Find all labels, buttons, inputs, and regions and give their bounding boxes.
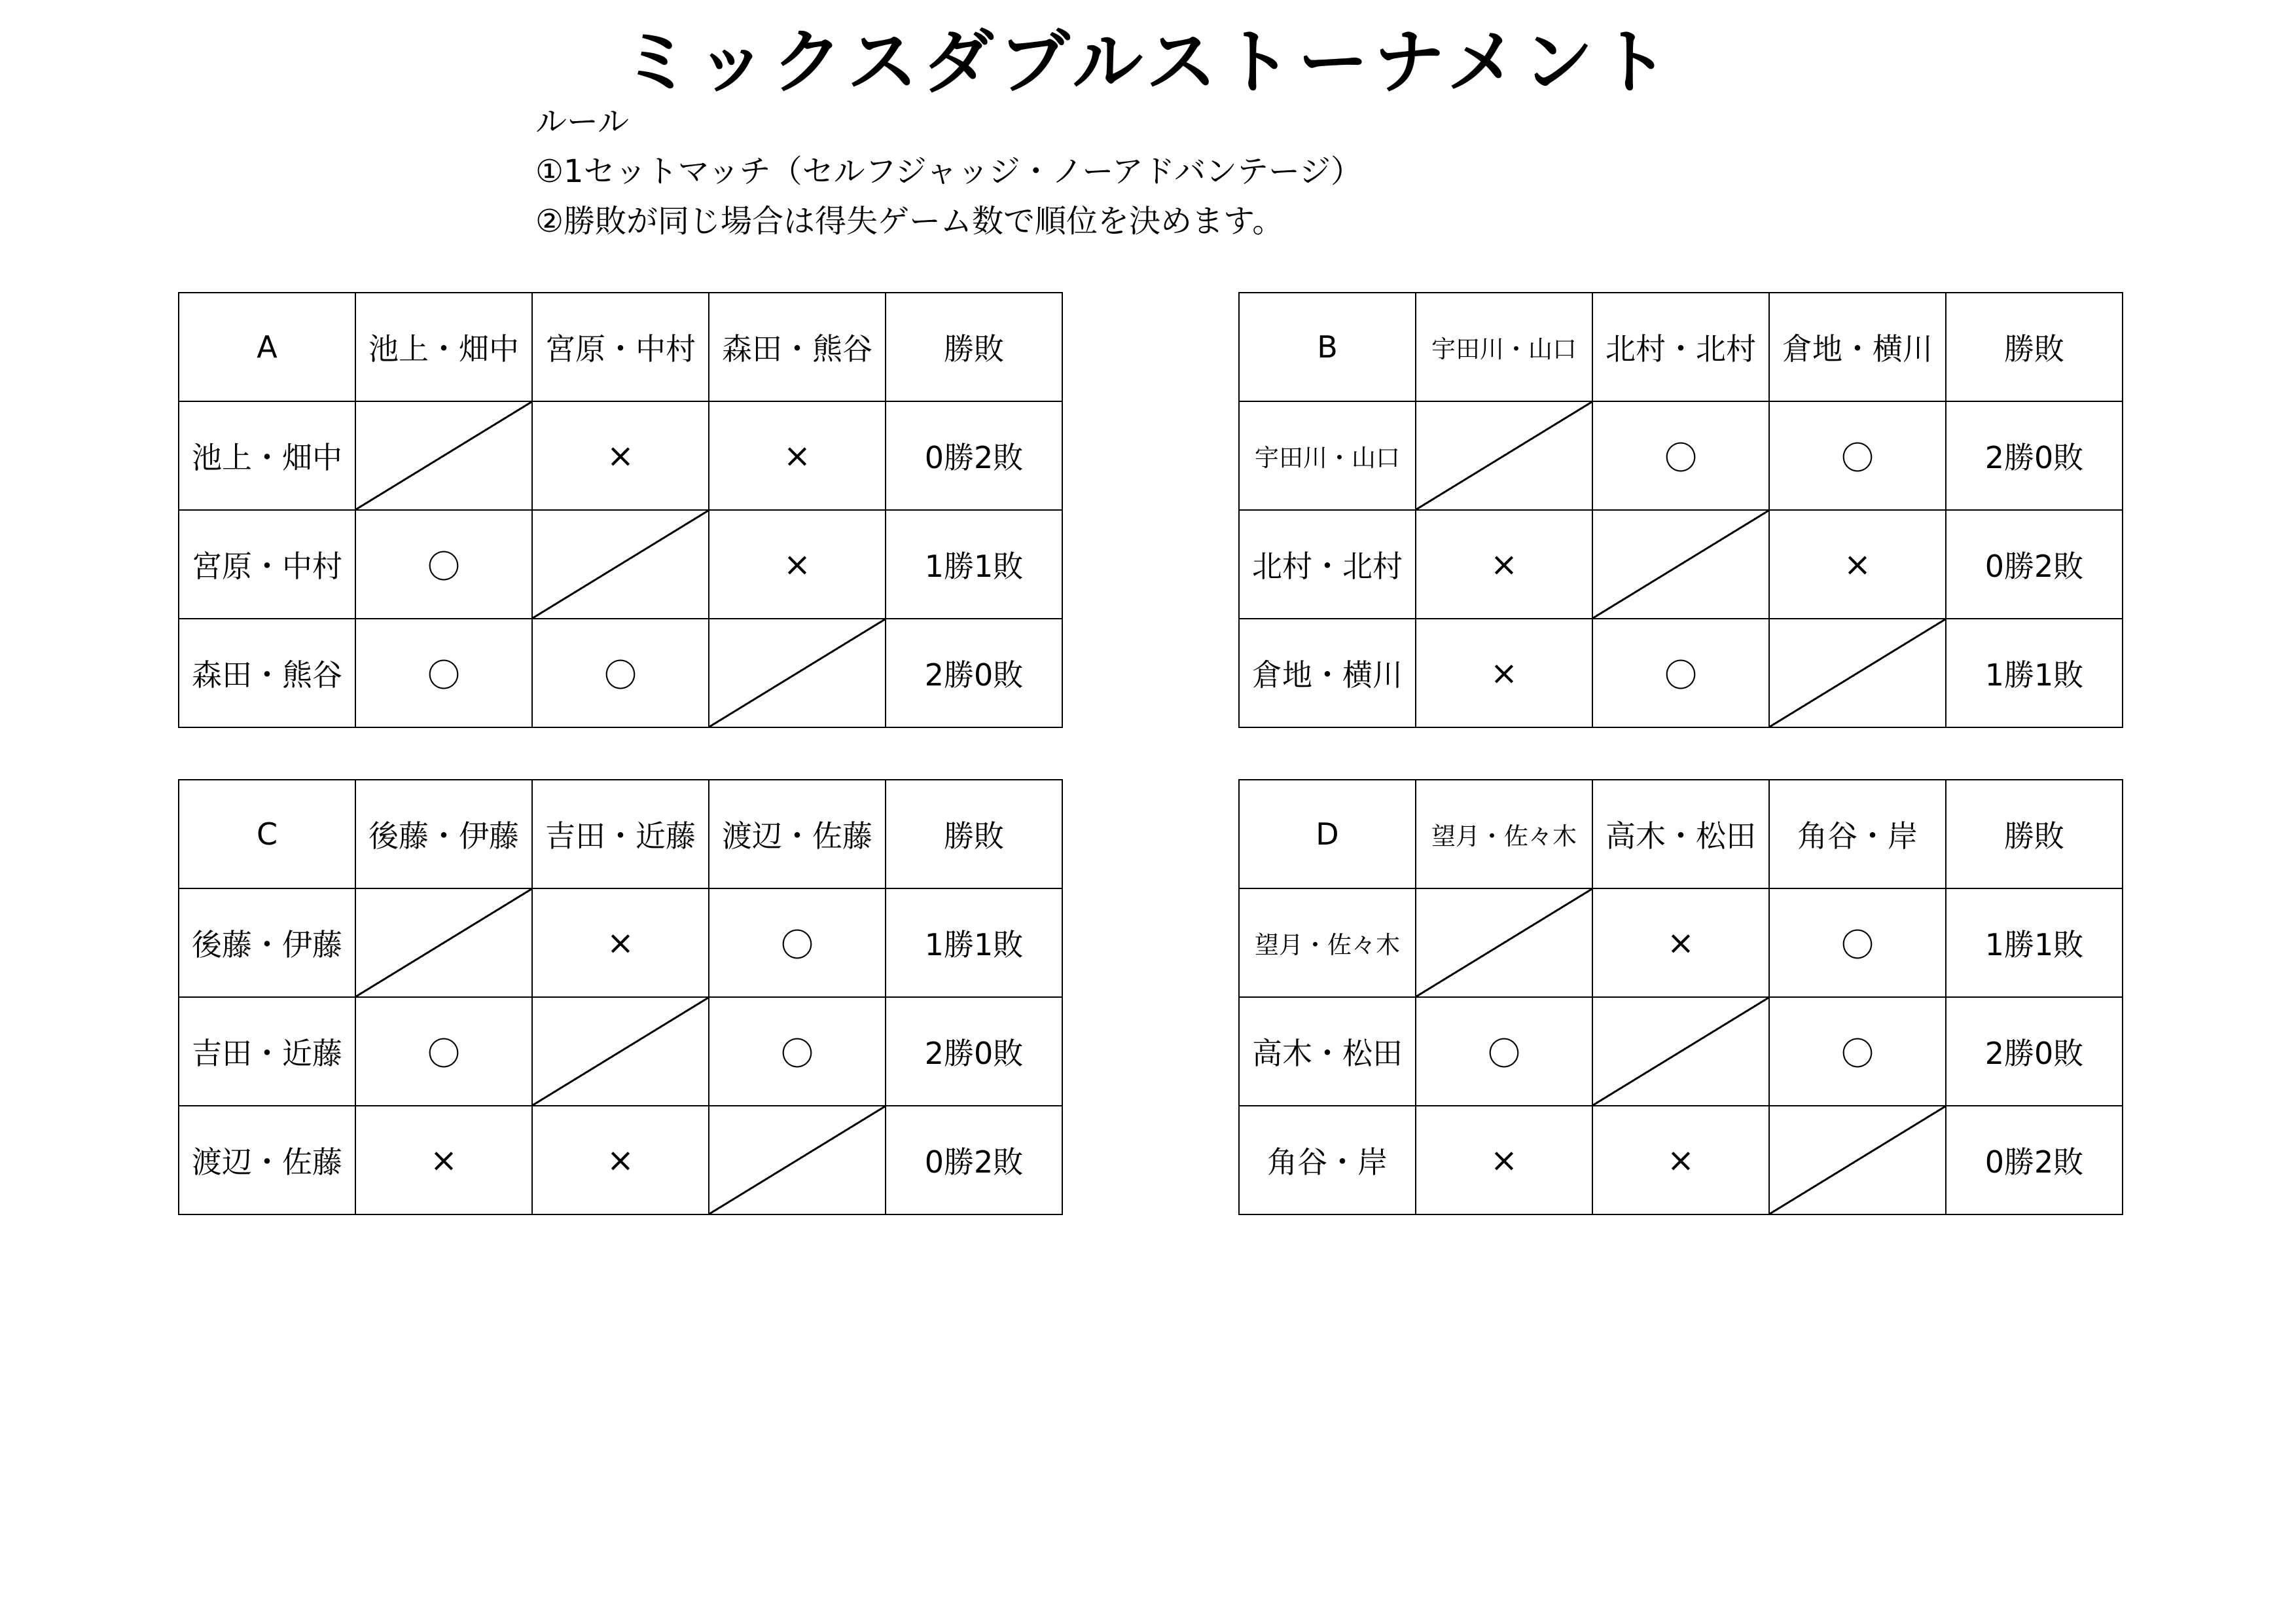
result-cell: × <box>532 888 709 997</box>
result-cell: × <box>709 401 886 510</box>
diagonal-cell <box>1416 401 1592 510</box>
record-cell: 1勝1敗 <box>1946 888 2123 997</box>
result-cell: × <box>1592 1106 1769 1214</box>
record-cell: 2勝0敗 <box>1946 997 2123 1106</box>
table-row <box>179 888 1062 997</box>
result-cell: 〇 <box>532 619 709 727</box>
header-row <box>179 293 1062 401</box>
result-cell: × <box>355 1106 532 1214</box>
table-row <box>1239 401 2123 510</box>
diagonal-cell <box>1416 888 1592 997</box>
table-row <box>1239 997 2123 1106</box>
header-row <box>179 780 1062 888</box>
group-label: C <box>179 780 355 888</box>
result-cell: 〇 <box>1769 997 1946 1106</box>
row-team-3: 倉地・横川 <box>1239 619 1416 727</box>
result-cell: × <box>1416 510 1592 619</box>
record-cell: 1勝1敗 <box>886 510 1062 619</box>
diagonal-cell <box>532 510 709 619</box>
column-team-2: 吉田・近藤 <box>532 780 709 888</box>
diagonal-cell <box>709 1106 886 1214</box>
column-team-3: 角谷・岸 <box>1769 780 1946 888</box>
table-row <box>1239 888 2123 997</box>
column-record-header: 勝敗 <box>886 293 1062 401</box>
page-title: ミックスダブルストーナメント <box>621 22 1675 103</box>
column-record-header: 勝敗 <box>1946 293 2123 401</box>
diagonal-cell <box>1592 997 1769 1106</box>
table-row <box>179 997 1062 1106</box>
record-cell: 2勝0敗 <box>886 997 1062 1106</box>
row-team-1: 池上・畑中 <box>179 401 355 510</box>
column-team-2: 北村・北村 <box>1592 293 1769 401</box>
result-cell: × <box>532 1106 709 1214</box>
column-team-2: 宮原・中村 <box>532 293 709 401</box>
league-table-c <box>178 779 1063 1215</box>
diagonal-cell <box>709 619 886 727</box>
record-cell: 2勝0敗 <box>886 619 1062 727</box>
record-cell: 0勝2敗 <box>886 1106 1062 1214</box>
record-cell: 0勝2敗 <box>1946 510 2123 619</box>
record-cell: 0勝2敗 <box>1946 1106 2123 1214</box>
table-row <box>179 401 1062 510</box>
row-team-3: 角谷・岸 <box>1239 1106 1416 1214</box>
diagonal-cell <box>1592 510 1769 619</box>
result-cell: × <box>532 401 709 510</box>
league-table-d <box>1238 779 2123 1215</box>
result-cell: 〇 <box>355 619 532 727</box>
result-cell: × <box>1592 888 1769 997</box>
row-team-1: 後藤・伊藤 <box>179 888 355 997</box>
rule-item-2: ②勝敗が同じ場合は得失ゲーム数で順位を決めます。 <box>535 203 1284 240</box>
record-cell: 2勝0敗 <box>1946 401 2123 510</box>
record-cell: 1勝1敗 <box>886 888 1062 997</box>
column-team-3: 森田・熊谷 <box>709 293 886 401</box>
diagonal-cell <box>1769 1106 1946 1214</box>
row-team-3: 渡辺・佐藤 <box>179 1106 355 1214</box>
result-cell: × <box>1769 510 1946 619</box>
row-team-3: 森田・熊谷 <box>179 619 355 727</box>
result-cell: × <box>1416 1106 1592 1214</box>
result-cell: 〇 <box>1769 401 1946 510</box>
rule-item-1: ①1セットマッチ（セルフジャッジ・ノーアドバンテージ） <box>535 153 1363 190</box>
column-team-1: 後藤・伊藤 <box>355 780 532 888</box>
row-team-2: 高木・松田 <box>1239 997 1416 1106</box>
column-team-3: 倉地・横川 <box>1769 293 1946 401</box>
row-team-2: 吉田・近藤 <box>179 997 355 1106</box>
result-cell: 〇 <box>709 997 886 1106</box>
row-team-1: 望月・佐々木 <box>1239 888 1416 997</box>
result-cell: × <box>1416 619 1592 727</box>
column-team-1: 宇田川・山口 <box>1416 293 1592 401</box>
diagonal-cell <box>532 997 709 1106</box>
column-record-header: 勝敗 <box>886 780 1062 888</box>
result-cell: 〇 <box>1592 619 1769 727</box>
result-cell: 〇 <box>1592 401 1769 510</box>
record-cell: 0勝2敗 <box>886 401 1062 510</box>
result-cell: 〇 <box>355 997 532 1106</box>
league-table-a <box>178 292 1063 728</box>
table-row <box>1239 510 2123 619</box>
group-label: A <box>179 293 355 401</box>
row-team-2: 宮原・中村 <box>179 510 355 619</box>
result-cell: 〇 <box>1769 888 1946 997</box>
league-table-b <box>1238 292 2123 728</box>
header-row <box>1239 780 2123 888</box>
record-cell: 1勝1敗 <box>1946 619 2123 727</box>
result-cell: 〇 <box>1416 997 1592 1106</box>
result-cell: × <box>709 510 886 619</box>
diagonal-cell <box>1769 619 1946 727</box>
column-team-1: 池上・畑中 <box>355 293 532 401</box>
diagonal-cell <box>355 401 532 510</box>
group-label: B <box>1239 293 1416 401</box>
table-row <box>1239 1106 2123 1214</box>
header-row <box>1239 293 2123 401</box>
column-team-3: 渡辺・佐藤 <box>709 780 886 888</box>
row-team-1: 宇田川・山口 <box>1239 401 1416 510</box>
result-cell: 〇 <box>709 888 886 997</box>
table-row <box>1239 619 2123 727</box>
column-team-1: 望月・佐々木 <box>1416 780 1592 888</box>
group-label: D <box>1239 780 1416 888</box>
table-row <box>179 619 1062 727</box>
column-record-header: 勝敗 <box>1946 780 2123 888</box>
result-cell: 〇 <box>355 510 532 619</box>
table-row <box>179 510 1062 619</box>
column-team-2: 高木・松田 <box>1592 780 1769 888</box>
diagonal-cell <box>355 888 532 997</box>
rules-heading: ルール <box>535 103 630 140</box>
table-row <box>179 1106 1062 1214</box>
rules-section <box>535 97 1362 246</box>
row-team-2: 北村・北村 <box>1239 510 1416 619</box>
